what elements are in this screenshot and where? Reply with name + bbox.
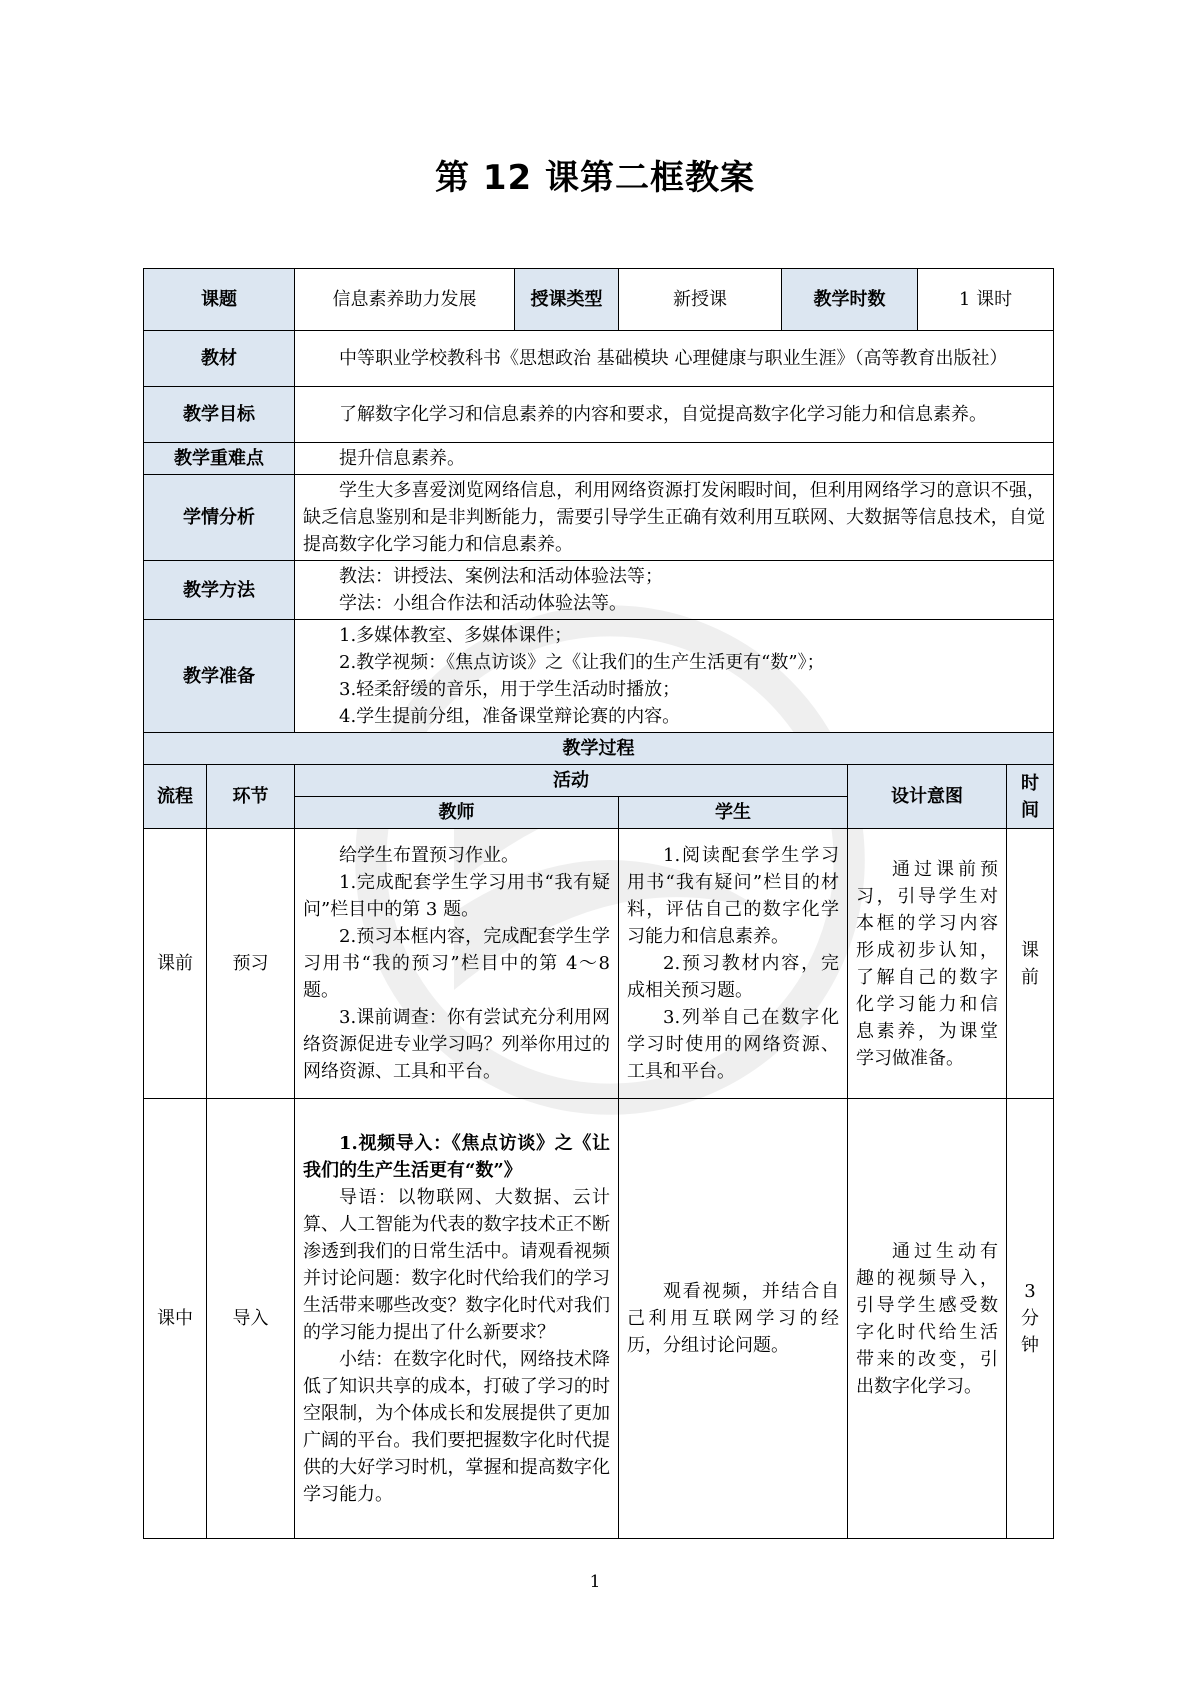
process-row-intro — [144, 1099, 1054, 1539]
info-label: 教学方法 — [144, 561, 295, 620]
header-row — [144, 269, 1054, 331]
hours-value: 1 课时 — [918, 269, 1054, 331]
info-line: 教法：讲授法、案例法和活动体验法等； — [339, 566, 663, 587]
process-header-row — [144, 765, 1054, 797]
info-row-goals — [144, 387, 1054, 443]
info-content — [295, 475, 1054, 561]
info-label: 教学准备 — [144, 620, 295, 733]
col-activity-header: 活动 — [295, 765, 848, 797]
process-section-title: 教学过程 — [144, 733, 1054, 765]
info-row-textbook — [144, 331, 1054, 387]
info-line: 2.教学视频：《焦点访谈》之《让我们的生产生活更有“数”》； — [339, 652, 825, 673]
teacher-line: 2.预习本框内容，完成配套学生学习用书“我的预习”栏目中的第 4～8 题。 — [303, 926, 610, 1001]
flow-cell: 课前 — [144, 829, 207, 1099]
teacher-cell — [295, 1099, 619, 1539]
lesson-plan-table — [143, 268, 1054, 765]
topic-label: 课题 — [144, 269, 295, 331]
info-content — [295, 443, 1054, 475]
hours-label: 教学时数 — [782, 269, 918, 331]
info-row-methods — [144, 561, 1054, 620]
step-cell: 导入 — [207, 1099, 295, 1539]
page-number: 1 — [589, 1572, 601, 1592]
info-label: 教材 — [144, 331, 295, 387]
teacher-line: 3.课前调查：你有尝试充分利用网络资源促进专业学习吗？列举你用过的网络资源、工具和平台。 — [303, 1007, 610, 1082]
intent-cell — [848, 829, 1007, 1099]
info-line: 学法：小组合作法和活动体验法等。 — [339, 593, 627, 614]
intent-text: 通过课前预习，引导学生对本框的学习内容形成初步认知，了解自己的数字化学习能力和信息素养，为课堂学习做准备。 — [856, 858, 998, 1069]
info-content — [295, 561, 1054, 620]
info-content — [295, 387, 1054, 443]
process-title-row — [144, 733, 1054, 765]
page-title: 第 12 课第二框教案 — [435, 158, 755, 198]
col-intent-header: 设计意图 — [848, 765, 1007, 829]
student-cell — [619, 1099, 848, 1539]
teacher-line: 给学生布置预习作业。 — [339, 845, 519, 866]
student-line: 1.阅读配套学生学习用书“我有疑问”栏目的材料，评估自己的数字化学习能力和信息素养。 — [627, 845, 839, 947]
step-cell: 预习 — [207, 829, 295, 1099]
type-label: 授课类型 — [515, 269, 619, 331]
flow-cell: 课中 — [144, 1099, 207, 1539]
topic-value: 信息素养助力发展 — [295, 269, 515, 331]
intent-cell — [848, 1099, 1007, 1539]
info-line: 1.多媒体教室、多媒体课件； — [339, 625, 573, 646]
student-line: 2.预习教材内容，完成相关预习题。 — [627, 953, 839, 1001]
col-step-header: 环节 — [207, 765, 295, 829]
info-row-analysis — [144, 475, 1054, 561]
time-cell: 课前 — [1007, 829, 1054, 1099]
info-line: 中等职业学校教科书《思想政治 基础模块 心理健康与职业生涯》（高等教育出版社） — [339, 348, 1008, 369]
teacher-line: 小结：在数字化时代，网络技术降低了知识共享的成本，打破了学习的时空限制，为个体成长和发展提供了更加广阔的平台。我们要把握数字化时代提供的大好学习时机，掌握和提高数字化学习能力。 — [303, 1348, 610, 1505]
student-line: 观看视频，并结合自己利用互联网学习的经历，分组讨论问题。 — [627, 1281, 839, 1356]
process-body-table — [143, 764, 1054, 1539]
info-line: 学生大多喜爱浏览网络信息，利用网络资源打发闲暇时间，但利用网络学习的意识不强，缺乏信息鉴别和是非判断能力，需要引导学生正确有效利用互联网、大数据等信息技术，自觉提高数字化学习能力和信息素养。 — [303, 480, 1045, 555]
type-value: 新授课 — [619, 269, 782, 331]
info-label: 教学重难点 — [144, 443, 295, 475]
teacher-cell — [295, 829, 619, 1099]
info-label: 教学目标 — [144, 387, 295, 443]
teacher-line: 导语：以物联网、大数据、云计算、人工智能为代表的数字技术正不断渗透到我们的日常生活中。请观看视频并讨论问题：数字化时代给我们的学习生活带来哪些改变？数字化时代对我们的学习能力提出了什么新要求？ — [303, 1186, 610, 1343]
info-label: 学情分析 — [144, 475, 295, 561]
teacher-heading: 1.视频导入：《焦点访谈》之《让我们的生产生活更有“数”》 — [303, 1132, 610, 1181]
time-cell: 3 分钟 — [1007, 1099, 1054, 1539]
col-student-header: 学生 — [619, 797, 848, 829]
info-row-keypoints — [144, 443, 1054, 475]
col-time-header: 时间 — [1007, 765, 1054, 829]
student-line: 3.列举自己在数字化学习时使用的网络资源、工具和平台。 — [627, 1007, 839, 1082]
process-row-pre-class — [144, 829, 1054, 1099]
teacher-line: 1.完成配套学生学习用书“我有疑问”栏目中的第 3 题。 — [303, 872, 610, 920]
student-cell — [619, 829, 848, 1099]
info-line: 提升信息素养。 — [339, 448, 465, 469]
info-line: 3.轻柔舒缓的音乐，用于学生活动时播放； — [339, 679, 681, 700]
info-content — [295, 620, 1054, 733]
info-row-preparation — [144, 620, 1054, 733]
intent-text: 通过生动有趣的视频导入，引导学生感受数字化时代给生活带来的改变，引出数字化学习。 — [856, 1240, 998, 1397]
info-line: 4.学生提前分组，准备课堂辩论赛的内容。 — [339, 706, 681, 727]
col-flow-header: 流程 — [144, 765, 207, 829]
col-teacher-header: 教师 — [295, 797, 619, 829]
info-content — [295, 331, 1054, 387]
info-line: 了解数字化学习和信息素养的内容和要求，自觉提高数字化学习能力和信息素养。 — [339, 404, 987, 425]
